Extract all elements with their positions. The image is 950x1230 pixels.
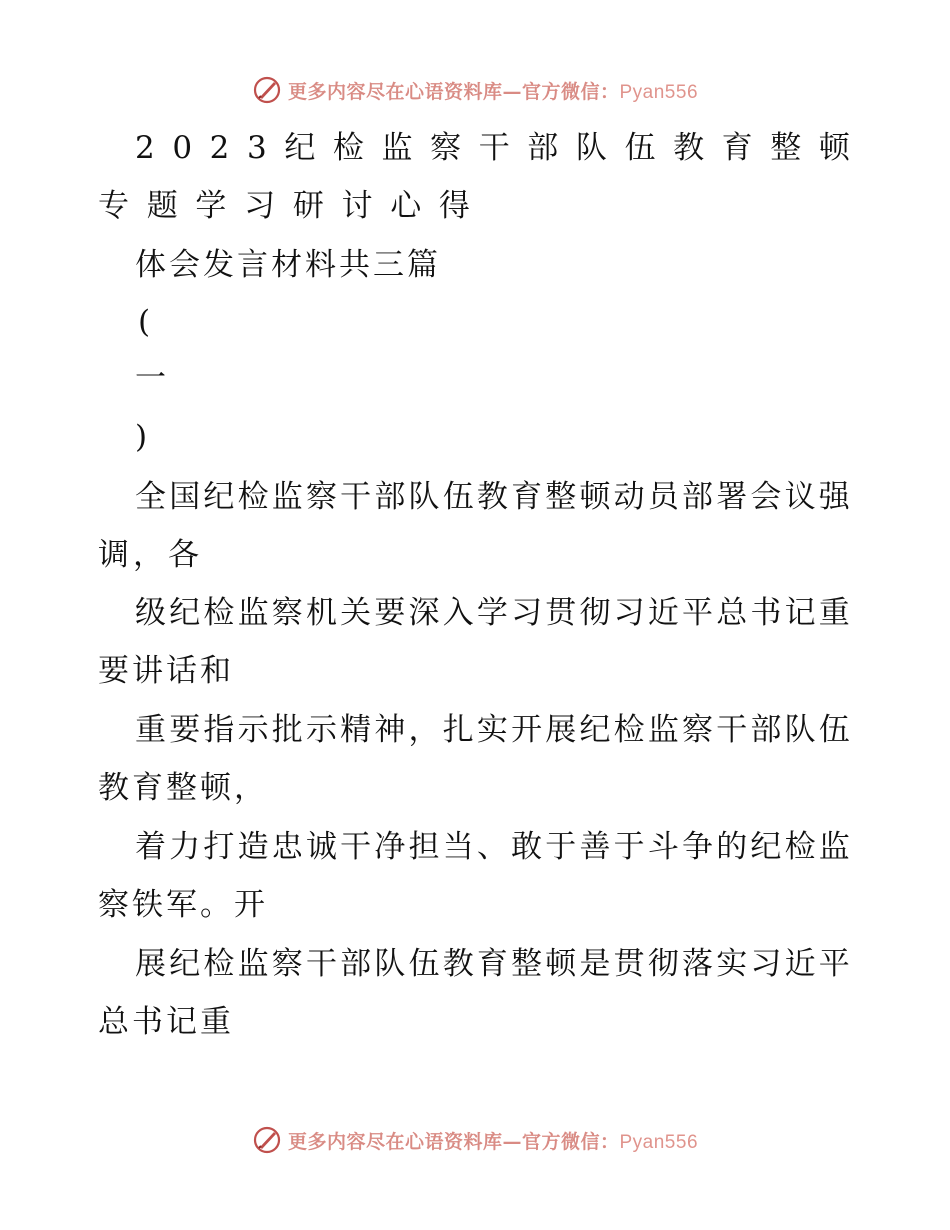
footer-watermark [0,1120,950,1160]
text-char: 监 [381,130,413,166]
footer-wechat-id: Pyan556 [619,1131,699,1153]
text-char: 学 [476,595,508,631]
text-char: 整 [770,130,802,166]
text-char: 察 [430,130,462,166]
text-char: 干 [305,946,337,982]
text-char: 善 [579,829,611,865]
text-char: 着 [135,829,166,865]
title-line-2 [98,186,470,226]
text-char: 纪 [579,712,611,748]
section-open-paren: ( [138,304,151,340]
paragraph-line: 总书记重 [98,1004,234,1040]
text-char: 重 [818,595,850,631]
text-char: 会 [750,479,782,515]
text-char: 部 [682,479,713,515]
text-char: 伍 [408,946,440,982]
text-char: 题 [146,188,178,224]
text-char: 级 [135,595,166,631]
text-char: 干 [478,130,510,166]
text-char: 机 [305,595,337,631]
text-char: 习 [244,188,276,224]
header-site-name: 更多内容尽在心语资料库 [287,80,503,103]
text-char: 察 [682,712,713,748]
text-char: 整 [511,946,543,982]
text-char: 部 [750,712,782,748]
text-char: 监 [647,712,679,748]
text-char: 争 [682,829,713,865]
text-char: 0 [172,130,193,166]
paragraph-line [135,593,850,633]
text-char: 顿 [579,479,611,515]
text-char: 纪 [284,130,316,166]
text-char: 示 [305,712,337,748]
text-char: 部 [340,946,372,982]
text-char: 育 [511,479,543,515]
text-char: 队 [575,130,607,166]
text-char: 教 [442,946,474,982]
text-char: 3 [246,130,267,166]
text-char: 打 [203,829,235,865]
text-char: 重 [135,712,166,748]
text-char: 纪 [750,829,782,865]
header-separator: — [502,80,522,103]
text-char: 强 [818,479,850,515]
text-char: 展 [135,946,166,982]
text-char: 力 [169,829,201,865]
text-char: 实 [716,946,748,982]
footer-watermark-text [288,1127,698,1154]
text-char: 纪 [203,479,235,515]
text-char: 干 [340,479,372,515]
text-char: 纪 [169,946,201,982]
quill-pen-logo-icon [252,1125,282,1155]
text-char: 学 [195,188,227,224]
text-char: 监 [237,946,269,982]
text-char: 净 [374,829,406,865]
text-char: 心 [390,188,422,224]
text-char: 总 [716,595,748,631]
text-char: 精 [340,712,372,748]
text-char: 员 [647,479,679,515]
text-char: 近 [647,595,679,631]
text-char: 2 [209,130,230,166]
text-char: 伍 [818,712,850,748]
footer-site-name: 更多内容尽在心语资料库 [287,1130,503,1153]
text-char: 记 [784,595,816,631]
text-char: 研 [292,188,324,224]
text-char: 检 [203,946,235,982]
text-char: 察 [271,946,303,982]
text-char: 得 [438,188,470,224]
text-char: 国 [169,479,201,515]
text-char: 习 [511,595,543,631]
text-char: 指 [203,712,235,748]
text-char: 检 [613,712,645,748]
text-char: 彻 [579,595,611,631]
text-char: 部 [374,479,406,515]
text-char: 署 [716,479,748,515]
text-char: 育 [476,946,508,982]
text-char: 斗 [647,829,679,865]
text-char: 纪 [169,595,201,631]
text-char: ， [408,712,440,748]
text-char: 检 [237,479,269,515]
paragraph-line: 察铁军。开 [98,887,268,923]
header-wechat-label: 官方微信： [521,80,620,103]
paragraph-line [135,827,850,867]
text-char: 讨 [341,188,373,224]
text-char: 开 [511,712,543,748]
text-char: 贯 [613,946,645,982]
paragraph-line: 调，各 [98,537,203,573]
text-char: 入 [442,595,474,631]
text-char: 教 [476,479,508,515]
text-char: 整 [545,479,577,515]
text-char: 伍 [442,479,474,515]
text-char: 监 [237,595,269,631]
text-char: 习 [750,946,782,982]
text-char: 于 [545,829,577,865]
text-char: 神 [374,712,406,748]
text-char: 是 [579,946,611,982]
text-char: 监 [271,479,303,515]
text-char: 展 [545,712,577,748]
footer-wechat-label: 官方微信： [521,1130,620,1153]
text-char: 近 [784,946,816,982]
text-char: 批 [271,712,303,748]
text-char: 诚 [305,829,337,865]
header-wechat-id: Pyan556 [619,81,699,103]
text-char: 伍 [624,130,656,166]
text-char: 干 [716,712,748,748]
title-line-1 [135,128,850,168]
text-char: 顿 [818,130,850,166]
text-char: 2 [135,130,155,166]
text-char: 造 [237,829,269,865]
text-char: 检 [332,130,364,166]
text-char: 要 [374,595,406,631]
text-char: 监 [818,829,850,865]
text-char: 察 [271,595,303,631]
text-char: 检 [784,829,816,865]
text-char: 深 [408,595,440,631]
paragraph-line [135,944,850,984]
text-char: 贯 [545,595,577,631]
subtitle: 体会发言材料共三篇 [135,247,441,283]
text-char: 当 [442,829,474,865]
text-char: 、 [476,829,508,865]
text-char: 部 [527,130,559,166]
text-char: 的 [716,829,748,865]
text-char: 全 [135,479,166,515]
paragraph-line: 教育整顿， [98,770,268,806]
text-char: 敢 [511,829,543,865]
text-char: 实 [476,712,508,748]
text-char: 育 [721,130,753,166]
text-char: 习 [613,595,645,631]
text-char: 彻 [647,946,679,982]
section-number: 一 [135,360,166,396]
text-char: 议 [784,479,816,515]
text-char: 忠 [271,829,303,865]
text-char: 顿 [545,946,577,982]
text-char: 平 [818,946,850,982]
text-char: 平 [682,595,713,631]
text-char: 专 [98,188,129,224]
paragraph-line: 要讲话和 [98,653,234,689]
text-char: 察 [305,479,337,515]
text-char: 扎 [442,712,474,748]
paragraph-line [135,477,850,517]
text-char: 要 [169,712,201,748]
text-char: 干 [340,829,372,865]
text-char: 落 [682,946,713,982]
text-char: 动 [613,479,645,515]
text-char: 队 [784,712,816,748]
text-char: 教 [673,130,705,166]
text-char: 书 [750,595,782,631]
footer-separator: — [502,1130,522,1153]
text-char: 队 [408,479,440,515]
paragraph-line [135,710,850,750]
text-char: 担 [408,829,440,865]
text-char: 示 [237,712,269,748]
text-char: 关 [340,595,372,631]
text-char: 队 [374,946,406,982]
text-char: 检 [203,595,235,631]
text-char: 于 [613,829,645,865]
section-close-paren: ) [135,419,148,455]
